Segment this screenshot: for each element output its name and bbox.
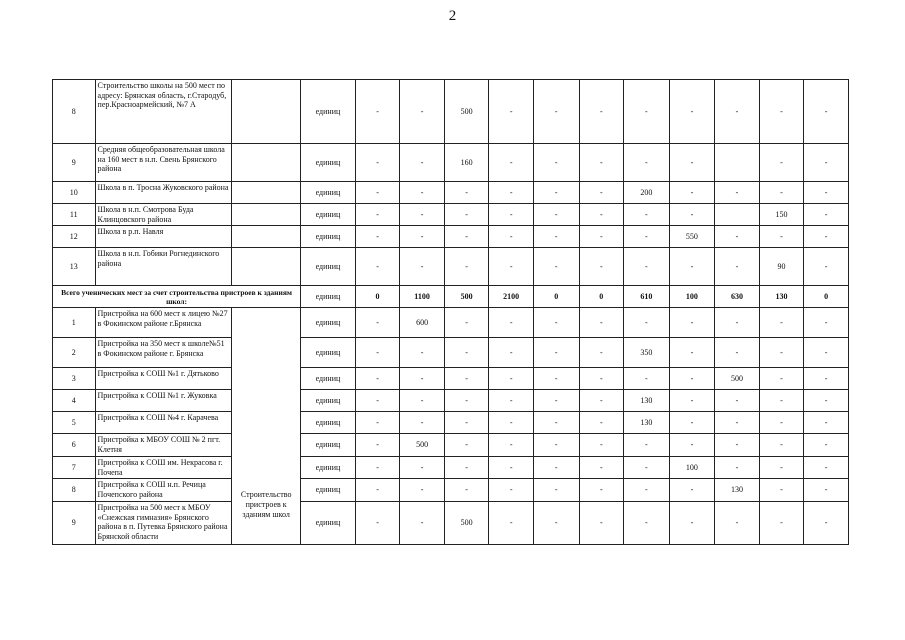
unit-cell: единиц [301,308,356,338]
value-cell: - [669,308,715,338]
value-cell: - [759,390,804,412]
value-cell: - [579,226,624,248]
value-cell: - [400,204,445,226]
value-cell: - [579,412,624,434]
total-value-cell: 0 [579,286,624,308]
object-name-cell: Пристройка на 600 мест к лицею №27 в Фокинском районе г.Брянска [95,308,232,338]
object-name-cell: Пристройка к СОШ №1 г. Жуковка [95,390,232,412]
value-cell: - [489,412,534,434]
row-number-cell: 9 [53,144,96,182]
value-cell: - [533,457,579,479]
value-cell: - [759,502,804,545]
value-cell: - [715,412,760,434]
total-value-cell: 630 [715,286,760,308]
total-value-cell: 130 [759,286,804,308]
value-cell: 130 [715,479,760,502]
value-cell: - [579,479,624,502]
value-cell: - [444,308,489,338]
value-cell: - [533,434,579,457]
value-cell: - [533,390,579,412]
value-cell: 500 [444,502,489,545]
value-cell: - [489,338,534,368]
value-cell: - [669,502,715,545]
value-cell: - [624,248,670,286]
value-cell: - [355,479,400,502]
value-cell: - [624,226,670,248]
value-cell: - [355,390,400,412]
value-cell [715,204,760,226]
row-number-cell: 13 [53,248,96,286]
value-cell: - [489,80,534,144]
value-cell: - [804,182,849,204]
value-cell: - [489,248,534,286]
value-cell: - [533,479,579,502]
unit-cell: единиц [301,248,356,286]
value-cell: - [669,80,715,144]
unit-cell: единиц [301,80,356,144]
value-cell: - [489,390,534,412]
value-cell: 200 [624,182,670,204]
row-number-cell: 1 [53,308,96,338]
value-cell: - [759,182,804,204]
value-cell: - [669,182,715,204]
value-cell: - [624,204,670,226]
row-number-cell: 7 [53,457,96,479]
value-cell: - [579,308,624,338]
value-cell: - [489,144,534,182]
value-cell: - [624,80,670,144]
unit-cell: единиц [301,502,356,545]
object-name-cell: Пристройка к СОШ №1 г. Дятьково [95,368,232,390]
object-name-cell: Пристройка на 500 мест к МБОУ «Снежская гимназия» Брянского района в п. Путевка Брянского района Брянской области [95,502,232,545]
row-number-cell: 11 [53,204,96,226]
value-cell: - [355,434,400,457]
object-name-cell: Школа в п. Тросна Жуковского района [95,182,232,204]
value-cell: - [533,182,579,204]
value-cell: - [579,182,624,204]
table-row [53,390,849,412]
table-row [53,479,849,502]
value-cell: - [759,144,804,182]
row-number-cell: 9 [53,502,96,545]
value-cell: - [759,226,804,248]
value-cell: 130 [624,390,670,412]
value-cell: - [579,204,624,226]
value-cell: - [355,338,400,368]
value-cell: - [533,204,579,226]
value-cell: - [579,368,624,390]
total-label: Всего ученических мест за счет строительства пристроев к зданиям школ: [53,286,301,308]
group-label-cell: Строительство пристроев к зданиям школ [232,308,301,545]
table-row [53,144,849,182]
value-cell: - [355,502,400,545]
row-number-cell: 12 [53,226,96,248]
value-cell: - [355,204,400,226]
direction-cell [232,80,301,144]
value-cell: - [804,457,849,479]
value-cell: 130 [624,412,670,434]
unit-cell: единиц [301,338,356,368]
value-cell: - [804,226,849,248]
value-cell: 500 [444,80,489,144]
unit-cell: единиц [301,434,356,457]
value-cell: - [444,412,489,434]
value-cell: - [715,457,760,479]
table-row [53,434,849,457]
value-cell: - [579,338,624,368]
value-cell: - [444,182,489,204]
value-cell: - [355,457,400,479]
value-cell: - [400,502,445,545]
unit-cell: единиц [301,479,356,502]
row-number-cell: 2 [53,338,96,368]
value-cell: - [400,368,445,390]
value-cell: - [355,80,400,144]
unit-cell: единиц [301,144,356,182]
unit-cell: единиц [301,412,356,434]
value-cell: - [715,248,760,286]
table-row [53,80,849,144]
value-cell: - [669,368,715,390]
value-cell [715,144,760,182]
value-cell: - [444,434,489,457]
total-value-cell: 100 [669,286,715,308]
value-cell: - [355,226,400,248]
value-cell: - [400,390,445,412]
table-row [53,204,849,226]
value-cell: - [355,144,400,182]
object-name-cell: Строительство школы на 500 мест по адресу: Брянская область, г.Стародуб, пер.Красноармейский, №7 А [95,80,232,144]
value-cell: - [533,226,579,248]
value-cell: - [489,502,534,545]
row-number-cell: 8 [53,479,96,502]
table-body [53,80,849,545]
total-value-cell: 0 [533,286,579,308]
value-cell: - [489,368,534,390]
row-number-cell: 6 [53,434,96,457]
value-cell: - [759,308,804,338]
value-cell: - [579,457,624,479]
value-cell: - [355,248,400,286]
value-cell: - [355,308,400,338]
unit-cell: единиц [301,226,356,248]
value-cell: - [759,338,804,368]
value-cell: - [444,390,489,412]
value-cell: - [489,308,534,338]
value-cell: - [355,368,400,390]
value-cell: - [759,434,804,457]
value-cell: - [579,144,624,182]
direction-cell [232,182,301,204]
unit-cell: единиц [301,368,356,390]
value-cell: - [400,182,445,204]
value-cell: 90 [759,248,804,286]
value-cell: - [624,308,670,338]
value-cell: - [400,80,445,144]
row-number-cell: 8 [53,80,96,144]
value-cell: - [669,390,715,412]
value-cell: - [759,368,804,390]
total-value-cell: 2100 [489,286,534,308]
table-row [53,248,849,286]
value-cell: - [400,248,445,286]
value-cell: - [804,144,849,182]
value-cell: - [400,412,445,434]
object-name-cell: Пристройка на 350 мест к школе№51 в Фокинском районе г. Брянска [95,338,232,368]
object-name-cell: Пристройка к СОШ им. Некрасова г. Почепа [95,457,232,479]
page-number: 2 [448,8,457,24]
table-row [53,368,849,390]
value-cell: - [759,457,804,479]
value-cell: - [624,457,670,479]
value-cell: - [624,434,670,457]
object-name-cell: Школа в н.п. Гобики Рогнединского района [95,248,232,286]
value-cell: - [804,390,849,412]
value-cell: - [533,80,579,144]
value-cell: 550 [669,226,715,248]
value-cell: - [489,479,534,502]
value-cell: - [444,457,489,479]
value-cell: - [444,338,489,368]
value-cell: - [579,502,624,545]
value-cell: - [444,226,489,248]
value-cell: - [400,226,445,248]
school-places-table [52,79,849,545]
value-cell: - [759,479,804,502]
value-cell: - [715,182,760,204]
value-cell: - [804,479,849,502]
value-cell: - [804,80,849,144]
direction-cell [232,226,301,248]
value-cell: - [489,182,534,204]
value-cell: - [400,457,445,479]
table-row [53,457,849,479]
value-cell: 500 [400,434,445,457]
value-cell: - [444,368,489,390]
value-cell: - [444,204,489,226]
value-cell: - [804,502,849,545]
value-cell: - [624,144,670,182]
value-cell: - [579,248,624,286]
object-name-cell: Школа в н.п. Смотрова Буда Клинцовского района [95,204,232,226]
direction-cell [232,144,301,182]
value-cell: - [624,502,670,545]
value-cell: - [533,144,579,182]
direction-cell [232,204,301,226]
total-value-cell: 610 [624,286,670,308]
value-cell: - [489,226,534,248]
value-cell: - [715,80,760,144]
value-cell: 500 [715,368,760,390]
value-cell: - [489,434,534,457]
value-cell: - [533,368,579,390]
value-cell: - [579,390,624,412]
value-cell: - [669,479,715,502]
total-row [53,286,849,308]
value-cell: - [804,338,849,368]
value-cell: - [624,479,670,502]
table-row [53,226,849,248]
value-cell: - [669,338,715,368]
value-cell: - [715,226,760,248]
value-cell: - [669,248,715,286]
value-cell: - [715,390,760,412]
direction-cell [232,248,301,286]
unit-cell: единиц [301,390,356,412]
value-cell: - [489,457,534,479]
value-cell: 150 [759,204,804,226]
row-number-cell: 4 [53,390,96,412]
value-cell: - [400,479,445,502]
value-cell: - [669,412,715,434]
total-value-cell: 1100 [400,286,445,308]
value-cell: - [624,368,670,390]
value-cell: - [804,412,849,434]
value-cell: - [804,368,849,390]
value-cell: - [533,248,579,286]
value-cell: - [444,479,489,502]
total-value-cell: 0 [804,286,849,308]
value-cell: - [400,144,445,182]
unit-cell: единиц [301,286,356,308]
total-value-cell: 500 [444,286,489,308]
value-cell: 160 [444,144,489,182]
value-cell: - [804,248,849,286]
object-name-cell: Средняя общеобразовательная школа на 160 мест в н.п. Свень Брянского района [95,144,232,182]
value-cell: - [669,144,715,182]
value-cell: 100 [669,457,715,479]
value-cell: - [355,412,400,434]
value-cell: - [669,204,715,226]
value-cell: - [804,308,849,338]
value-cell: - [715,308,760,338]
table-row [53,502,849,545]
value-cell: - [579,80,624,144]
value-cell: - [759,412,804,434]
value-cell: - [489,204,534,226]
value-cell: - [444,248,489,286]
value-cell: - [533,338,579,368]
row-number-cell: 10 [53,182,96,204]
row-number-cell: 3 [53,368,96,390]
value-cell: - [355,182,400,204]
object-name-cell: Школа в р.п. Навля [95,226,232,248]
value-cell: - [804,434,849,457]
value-cell: - [533,502,579,545]
table-row [53,308,849,338]
value-cell: - [400,338,445,368]
value-cell: - [533,308,579,338]
unit-cell: единиц [301,182,356,204]
value-cell: - [533,412,579,434]
object-name-cell: Пристройка к СОШ №4 г. Карачева [95,412,232,434]
value-cell: 600 [400,308,445,338]
row-number-cell: 5 [53,412,96,434]
value-cell: - [579,434,624,457]
value-cell: 350 [624,338,670,368]
value-cell: - [715,434,760,457]
value-cell: - [759,80,804,144]
total-value-cell: 0 [355,286,400,308]
table-row [53,412,849,434]
value-cell: - [715,338,760,368]
unit-cell: единиц [301,457,356,479]
table-row [53,182,849,204]
object-name-cell: Пристройка к СОШ н.п. Речица Почепского района [95,479,232,502]
value-cell: - [669,434,715,457]
value-cell: - [804,204,849,226]
table-row [53,338,849,368]
unit-cell: единиц [301,204,356,226]
object-name-cell: Пристройка к МБОУ СОШ № 2 пгт. Клетня [95,434,232,457]
value-cell: - [715,502,760,545]
